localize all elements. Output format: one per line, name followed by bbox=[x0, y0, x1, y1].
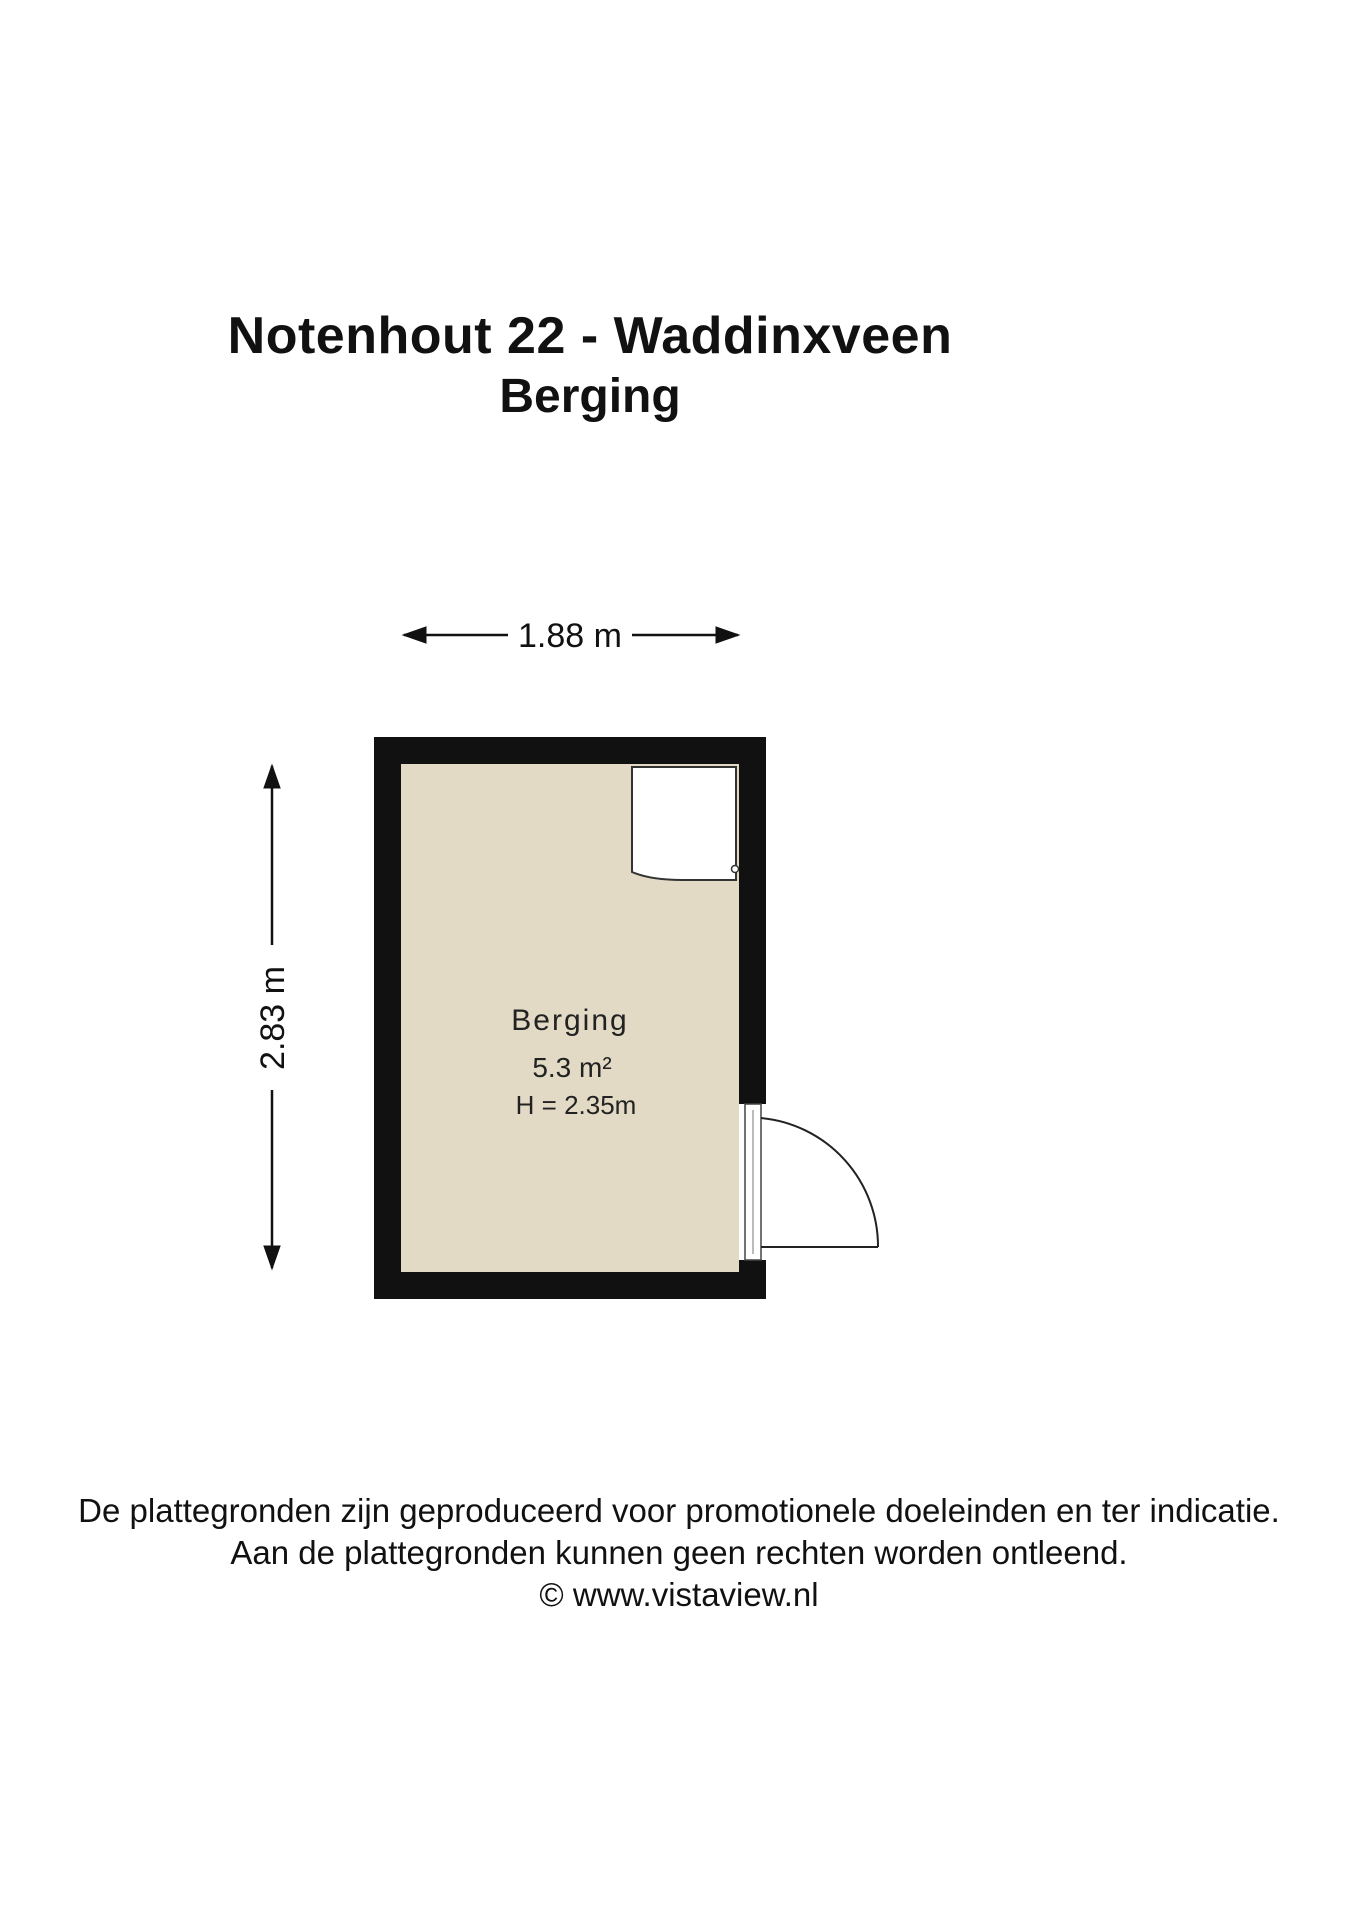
disclaimer-line-2: Aan de plattegronden kunnen geen rechten worden ontleend. bbox=[230, 1534, 1128, 1571]
corner-cabinet bbox=[632, 767, 739, 880]
door bbox=[761, 1118, 878, 1247]
copyright-line: © www.vistaview.nl bbox=[539, 1576, 819, 1613]
disclaimer-line-1: De plattegronden zijn geproduceerd voor promotionele doeleinden en ter indicatie. bbox=[78, 1492, 1280, 1529]
width-label: 1.88 m bbox=[518, 617, 622, 655]
door-swing-arc bbox=[761, 1118, 878, 1247]
width-dimension bbox=[404, 617, 738, 655]
cabinet-knob-icon bbox=[732, 866, 739, 873]
height-label: 2.83 m bbox=[254, 966, 292, 1070]
page-title: Notenhout 22 - Waddinxveen bbox=[227, 307, 953, 365]
disclaimer bbox=[0, 1490, 1358, 1616]
room-ceiling-height: H = 2.35m bbox=[515, 1090, 637, 1120]
room-area: 5.3 m² bbox=[532, 1052, 612, 1083]
height-dimension bbox=[254, 766, 292, 1268]
room-name: Berging bbox=[511, 1004, 629, 1037]
page-subtitle: Berging bbox=[499, 370, 681, 423]
cabinet-outline bbox=[632, 767, 736, 880]
